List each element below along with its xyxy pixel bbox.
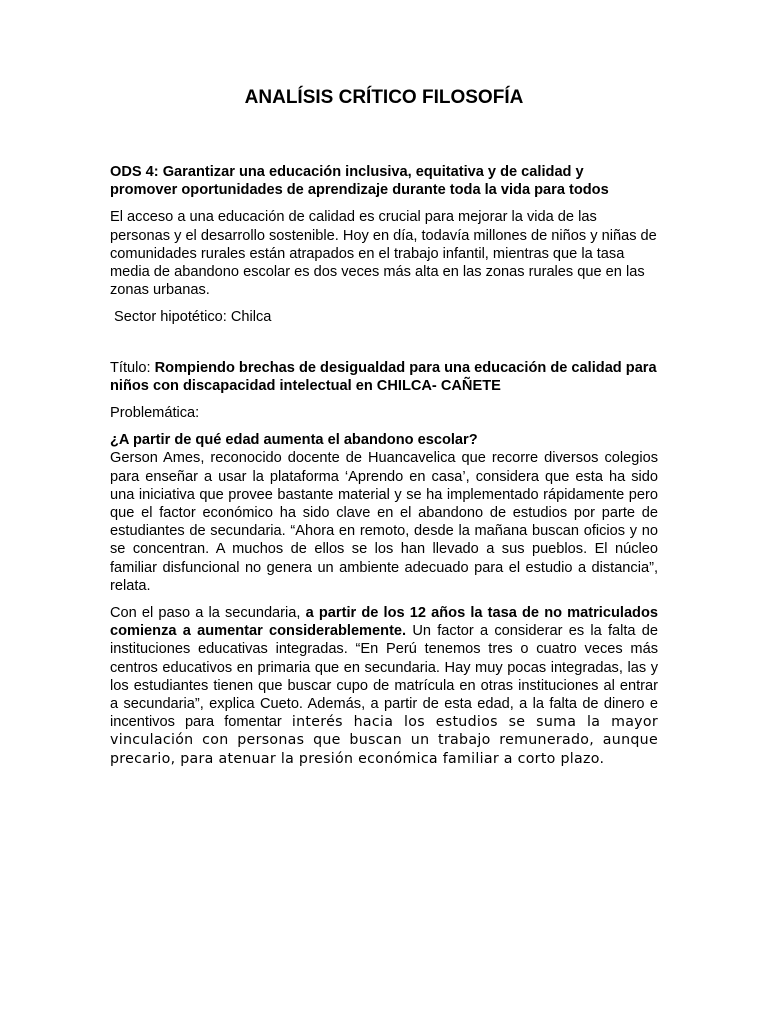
titulo-label: Título: — [110, 359, 155, 376]
paragraph-secundaria-tail: interés hacia los estudios se suma la mayor vinculación con personas que buscan un trabajo remunerado, aunque precario, para atenuar la presión económica familiar a corto plazo. — [110, 714, 658, 767]
ods-heading-line2: promover oportunidades de aprendizaje durante toda la vida para todos — [110, 182, 609, 199]
question-heading — [110, 431, 658, 449]
sector-line: Sector hipotético: Chilca — [110, 309, 272, 326]
paragraph-gerson-ames: Gerson Ames, reconocido docente de Huancavelica que recorre diversos colegios para enseñar a usar la plataforma ‘Aprendo en casa’, considera que esta ha sido una iniciativa que provee bastante material y se ha implementado rápidamente pero que el factor económico ha sido clave en el abandono de estudios por parte de estudiantes de secundaria. “Ahora en remoto, desde la mañana buscan oficios y no se concentran. A muchos de ellos se los han llevado a sus pueblos. El núcleo familiar disfuncional no genera un ambiente adecuado para el estudio a distancia”, relata. — [110, 450, 658, 594]
paragraph-secundaria-intro: Con el paso a la secundaria, — [110, 605, 306, 622]
document-title: ANALÍSIS CRÍTICO FILOSOFÍA — [244, 87, 524, 108]
titulo-paragraph — [110, 359, 658, 395]
paragraph-secundaria-rest: Un factor a considerar es la falta de instituciones educativas integradas. “En Perú tenemos tres o cuatro veces más centros educativos en primaria que en secundaria. Hay muy pocas integradas, las y los estudiantes tienen que buscar cupo de matrícula en otras instituciones al entrar a secundaria”, explica Cueto. Además, a partir de esta edad, a la falta de dinero e incentivos para fomentar — [110, 623, 663, 731]
paragraph-secundaria — [110, 604, 663, 768]
ods-heading — [110, 163, 658, 199]
intro-paragraph: El acceso a una educación de calidad es crucial para mejorar la vida de las personas y el desarrollo sostenible. Hoy en día, todavía millones de niños y niñas de comunidades rurales están atrapados en el trabajo infantil, mientras que la tasa media de abandono escolar es dos veces más alta en las zonas rurales que en las zonas urbanas. — [110, 209, 657, 299]
paragraph-secundaria-bold: a partir de los 12 años la tasa de no matriculados comienza a aumentar considerablemente. — [110, 605, 659, 640]
ods-heading-line1: ODS 4: Garantizar una educación inclusiva, equitativa y de calidad y — [110, 164, 584, 180]
titulo-text: Rompiendo brechas de desigualdad para una educación de calidad para niños con discapacidad intelectual en CHILCA- CAÑETE — [110, 359, 657, 394]
document-body — [110, 163, 663, 768]
question-text: ¿A partir de qué edad aumenta el abandono escolar? — [110, 432, 478, 449]
problematica-label: Problemática: — [110, 405, 200, 422]
